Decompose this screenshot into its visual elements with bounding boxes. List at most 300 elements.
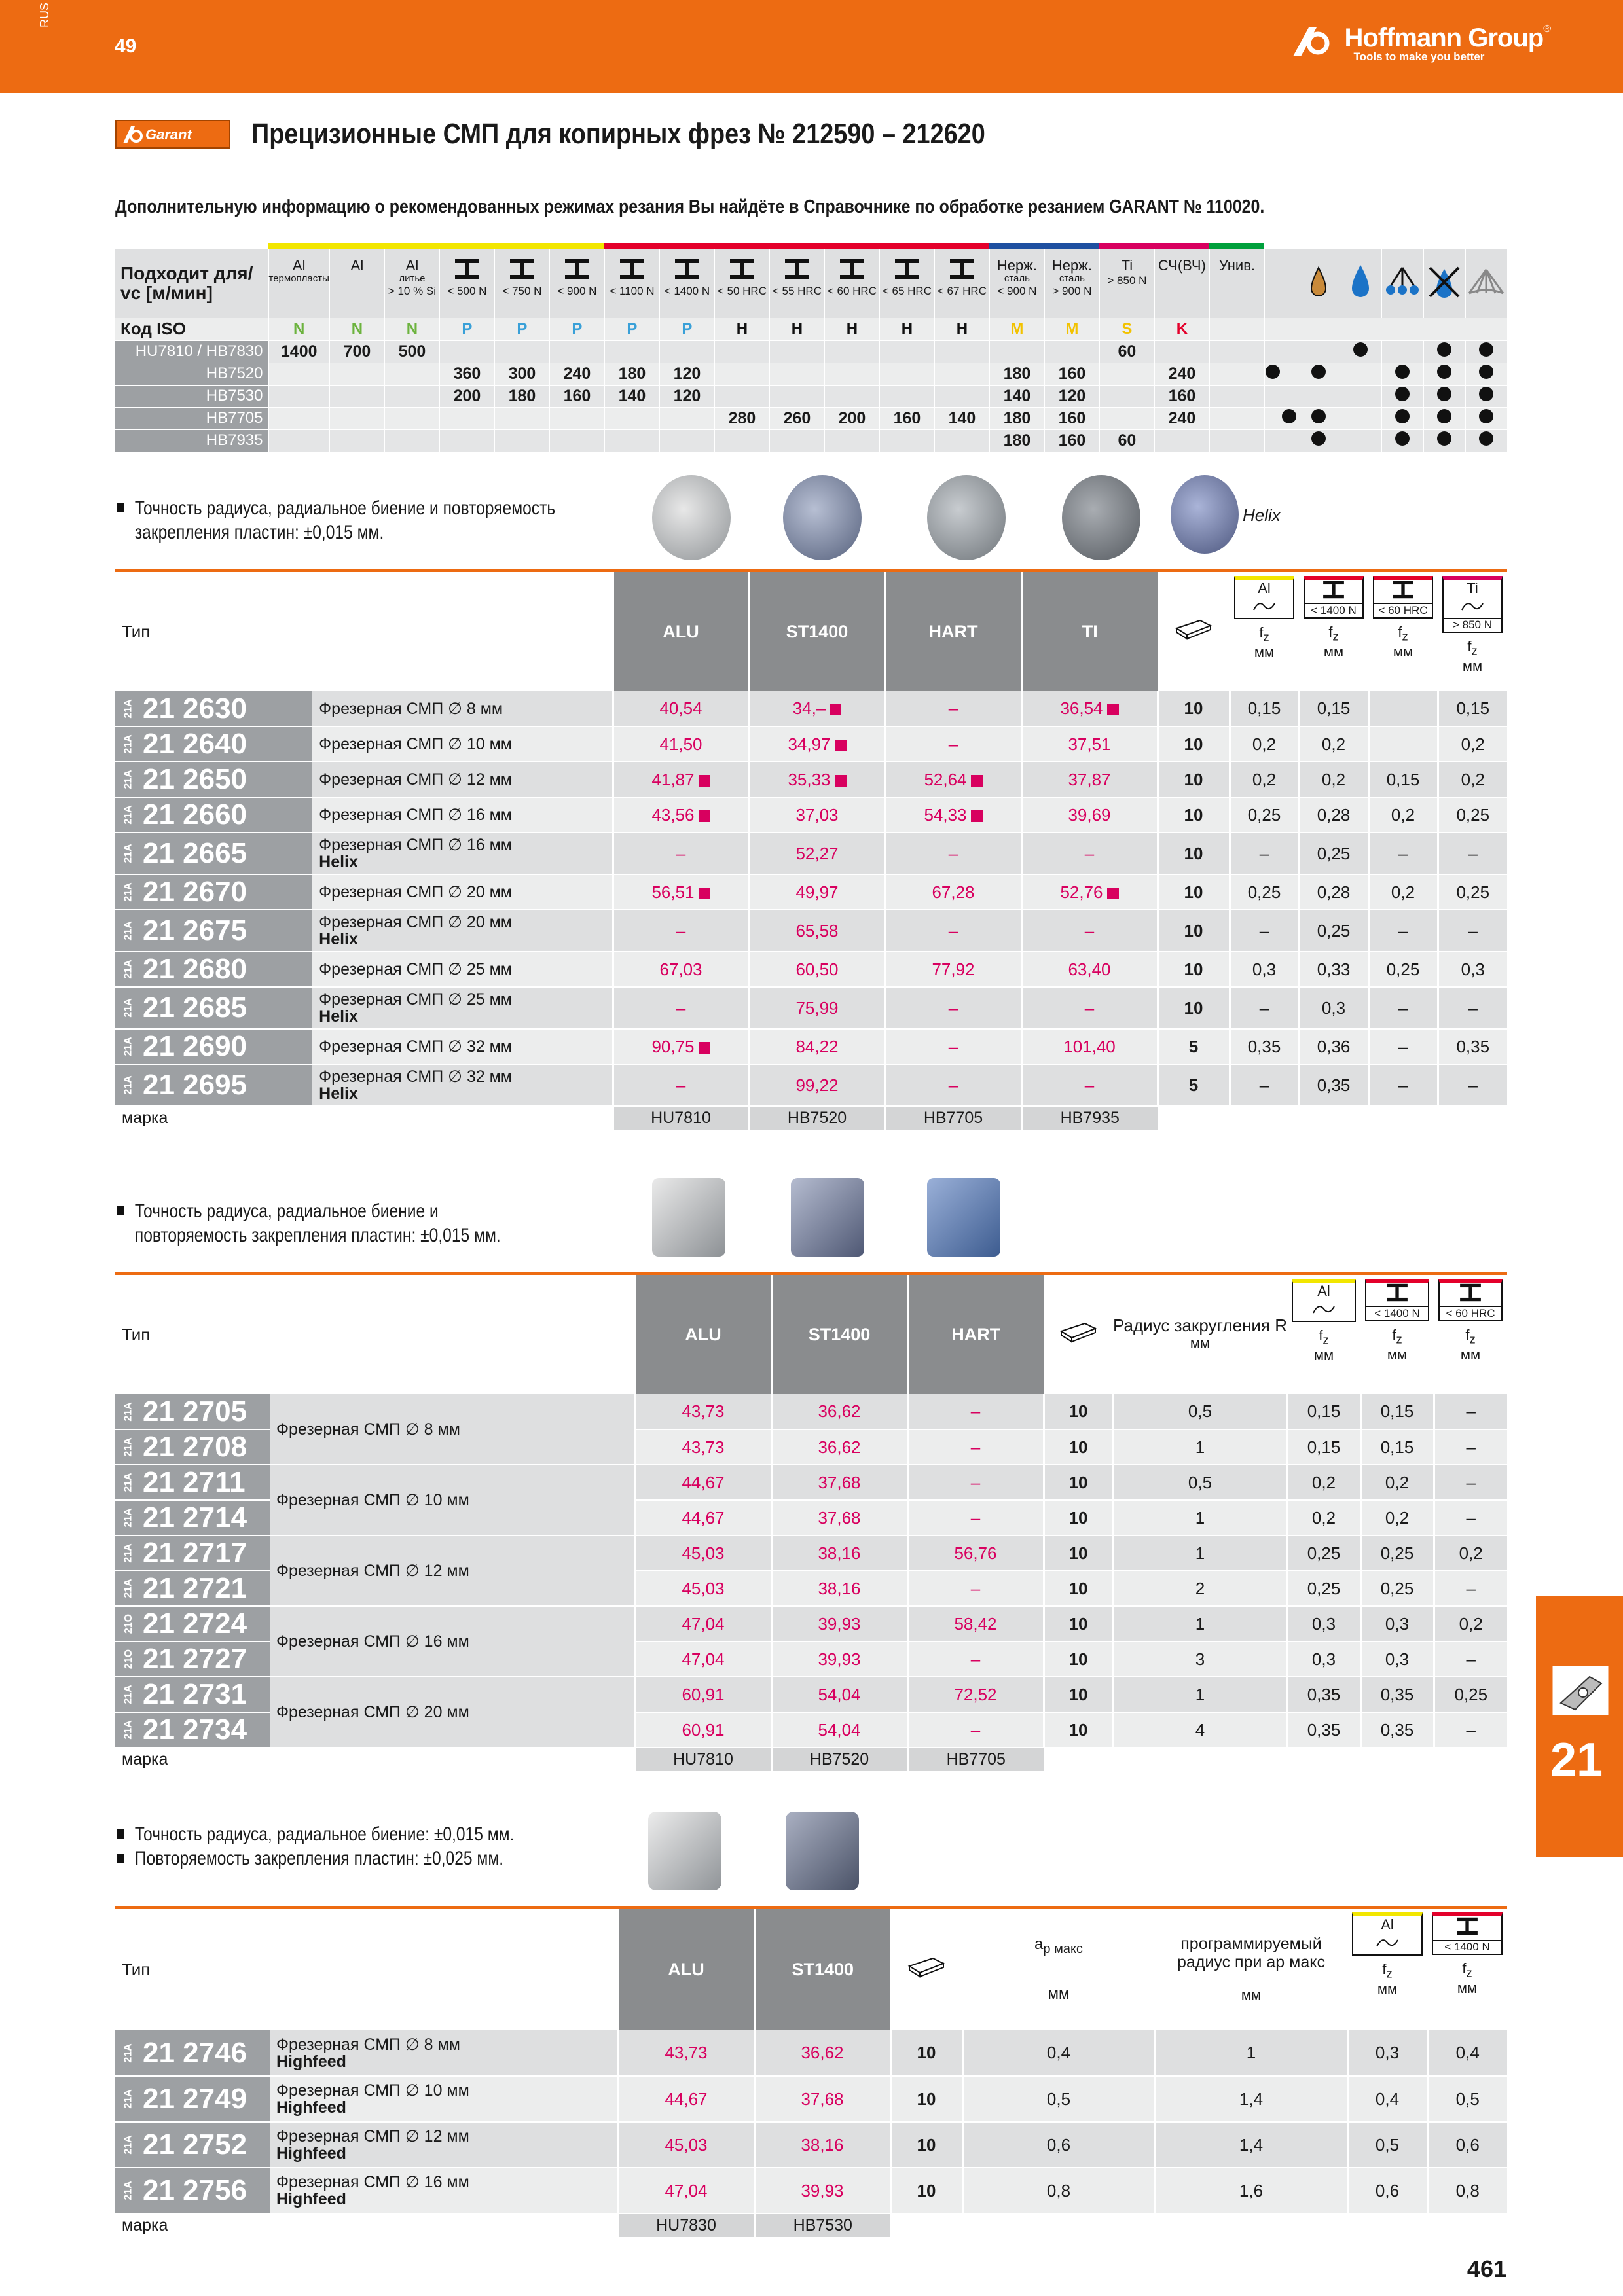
article-description: Фрезерная СМП ∅ 10 мм (270, 1465, 635, 1535)
pack-quantity: 10 (1044, 1500, 1113, 1535)
feed-value: 0,35 (1438, 1029, 1507, 1064)
pack-quantity: 10 (1044, 1606, 1113, 1641)
feed-value: 0,35 (1287, 1712, 1360, 1748)
article-number[interactable]: 21A 21 2660 (115, 797, 312, 833)
feed-value: – (1434, 1712, 1507, 1748)
table-row[interactable] (115, 952, 1507, 987)
material-color-bar (1099, 243, 1154, 249)
article-description: Фрезерная СМП ∅ 25 мм (312, 952, 613, 987)
cutting-speed (824, 385, 879, 407)
table-row[interactable] (115, 1029, 1507, 1064)
cutting-speed (268, 407, 329, 429)
feed-value: 0,35 (1287, 1677, 1360, 1712)
article-number[interactable]: 21A 21 2721 (115, 1571, 270, 1606)
material-color-bar (824, 243, 879, 249)
section3-insert-images (648, 1809, 858, 1894)
feed-value: 0,3 (1360, 1641, 1434, 1677)
cutting-speed (384, 407, 439, 429)
price-cell: – (613, 987, 749, 1029)
article-number[interactable]: 21A 21 2717 (115, 1535, 270, 1571)
suitability-dot (1311, 365, 1326, 379)
grade-name: HB7530 (115, 385, 268, 407)
material-column-header: Нерж. сталь > 900 N (1044, 249, 1099, 318)
feed-value: 0,3 (1347, 2030, 1427, 2076)
pack-quantity: 10 (1158, 833, 1230, 874)
price-cell: 38,16 (771, 1535, 907, 1571)
feed-value: 0,36 (1299, 1029, 1368, 1064)
iso-code: N (268, 318, 329, 340)
suitability-dot (1479, 342, 1493, 357)
price-cell: 58,42 (907, 1606, 1044, 1641)
feed-value: 0,6 (1427, 2122, 1507, 2168)
material-row (115, 385, 1507, 407)
milling-insert-icon (1550, 1664, 1611, 1717)
article-number[interactable]: 21A 21 2690 (115, 1029, 312, 1064)
price-cell: 35,33 (749, 762, 885, 797)
iso-code: N (329, 318, 384, 340)
coating-column-header: TI (1021, 572, 1158, 691)
table-row[interactable] (115, 910, 1507, 952)
steel-beam-icon (839, 258, 865, 280)
grade-mark-label: марка (122, 2216, 168, 2234)
price-cell: – (885, 910, 1021, 952)
cutting-speed: 140 (989, 385, 1044, 407)
price-cell: 43,56 (613, 797, 749, 833)
steel-beam-icon (564, 258, 590, 280)
table-row[interactable] (115, 726, 1507, 762)
dry-cutting-drop-icon (1309, 265, 1328, 298)
logo-registered: ® (1543, 24, 1551, 35)
material-column-header: < 67 HRC (934, 249, 989, 318)
cutting-speed (604, 429, 659, 452)
feed-value: 0,2 (1368, 797, 1438, 833)
article-number[interactable]: 21A 21 2708 (115, 1429, 270, 1465)
corner-radius: 0,5 (1113, 1394, 1287, 1429)
price-cell: 54,04 (771, 1712, 907, 1748)
suitability-dot (1311, 431, 1326, 446)
table-row[interactable] (115, 691, 1507, 726)
table-row[interactable] (115, 1535, 1507, 1571)
article-number[interactable]: 21A 21 2734 (115, 1712, 270, 1748)
iso-code: P (439, 318, 494, 340)
material-color-bar (879, 243, 934, 249)
table-row[interactable] (115, 1394, 1507, 1429)
fz-column-header: < 1400 N $f_z$ мм (1427, 1909, 1507, 2030)
feed-value: 0,35 (1299, 1064, 1368, 1106)
chapter-tab[interactable] (1536, 1596, 1623, 1857)
cutting-speed (1154, 340, 1209, 363)
article-number[interactable]: 21A 21 2675 (115, 910, 312, 952)
feed-value: 0,15 (1360, 1429, 1434, 1465)
feed-value: 0,2 (1360, 1465, 1434, 1500)
price-cell: – (885, 833, 1021, 874)
table-row[interactable] (115, 2030, 1507, 2076)
article-description: Фрезерная СМП ∅ 8 мм Highfeed (270, 2030, 618, 2076)
suitability-dot (1282, 409, 1296, 423)
fz-column-header: Al $f_z$ мм (1230, 572, 1299, 691)
table-row[interactable] (115, 1677, 1507, 1712)
programmable-radius-value: 1 (1155, 2030, 1347, 2076)
price-cell: 34,– (749, 691, 885, 726)
feed-value: 0,25 (1368, 952, 1438, 987)
price-cell: 67,03 (613, 952, 749, 987)
grade-mark: HB7705 (907, 1748, 1044, 1771)
iso-code: H (879, 318, 934, 340)
section2-notes (117, 1199, 585, 1247)
stock-marker (699, 810, 710, 822)
material-color-bar (329, 243, 384, 249)
pack-quantity: 10 (1044, 1394, 1113, 1429)
section2-insert-images (652, 1174, 1019, 1266)
header-bar (0, 0, 1623, 93)
grade-name: HB7520 (115, 363, 268, 385)
feed-value: 0,25 (1230, 797, 1299, 833)
cutting-speed: 300 (494, 363, 549, 385)
cutting-speed (1209, 385, 1264, 407)
article-number[interactable]: 21A 21 2714 (115, 1500, 270, 1535)
ap-max-value: 0,5 (962, 2076, 1155, 2122)
price-cell: 37,68 (771, 1500, 907, 1535)
price-cell: 38,16 (754, 2122, 890, 2168)
price-cell: 41,87 (613, 762, 749, 797)
feed-value: – (1230, 987, 1299, 1029)
price-cell: 99,22 (749, 1064, 885, 1106)
corner-radius: 1 (1113, 1677, 1287, 1712)
cutting-speed: 140 (604, 385, 659, 407)
price-cell: 47,04 (618, 2168, 754, 2214)
cutting-speed (384, 385, 439, 407)
grade-mark: HB7705 (885, 1106, 1021, 1130)
stock-marker (830, 704, 841, 715)
material-row (115, 407, 1507, 429)
price-cell: 84,22 (749, 1029, 885, 1064)
price-cell: – (907, 1394, 1044, 1429)
table-row[interactable] (115, 2076, 1507, 2122)
pack-quantity: 10 (1158, 797, 1230, 833)
iso-code: N (384, 318, 439, 340)
material-color-bar (1209, 243, 1264, 249)
table-row[interactable] (115, 987, 1507, 1029)
pack-quantity: 5 (1158, 1029, 1230, 1064)
cutting-speed: 360 (439, 363, 494, 385)
article-number[interactable]: 21A 21 2650 (115, 762, 312, 797)
article-description: Фрезерная СМП ∅ 16 мм (270, 1606, 635, 1677)
table-row[interactable] (115, 762, 1507, 797)
stock-marker (699, 1042, 710, 1054)
price-cell: 90,75 (613, 1029, 749, 1064)
pack-quantity-icon (907, 1956, 946, 1979)
table-row[interactable] (115, 2168, 1507, 2214)
price-cell: 39,93 (754, 2168, 890, 2214)
mist-spray-icon (1384, 266, 1421, 296)
feed-value: – (1230, 1064, 1299, 1106)
material-column-header: Ti > 850 N (1099, 249, 1154, 318)
feed-value: – (1434, 1465, 1507, 1500)
feed-value: 0,25 (1287, 1535, 1360, 1571)
suitability-dot (1395, 365, 1410, 379)
steel-beam-icon (784, 258, 810, 280)
pack-quantity-icon (1059, 1321, 1098, 1344)
cutting-speed: 160 (1154, 385, 1209, 407)
cutting-speed (714, 385, 769, 407)
price-cell: 65,58 (749, 910, 885, 952)
cutting-speed: 240 (549, 363, 604, 385)
suitability-dot (1479, 431, 1493, 446)
cutting-speed (659, 340, 714, 363)
cutting-speed (769, 363, 824, 385)
language-code: RUS (38, 2, 51, 27)
price-cell: – (907, 1712, 1044, 1748)
article-description: Фрезерная СМП ∅ 12 мм (312, 762, 613, 797)
price-cell: 47,04 (635, 1641, 771, 1677)
table-row[interactable] (115, 833, 1507, 874)
iso-code (1209, 318, 1264, 340)
cutting-speed: 180 (989, 429, 1044, 452)
feed-value: 0,33 (1299, 952, 1368, 987)
price-cell: 39,93 (771, 1641, 907, 1677)
price-cell: 63,40 (1021, 952, 1158, 987)
feed-value: 0,2 (1368, 874, 1438, 910)
feed-value: 0,2 (1230, 726, 1299, 762)
cutting-speed (1209, 363, 1264, 385)
price-cell: 36,62 (771, 1429, 907, 1465)
corner-radius: 1 (1113, 1535, 1287, 1571)
coating-column-header: ALU (613, 572, 749, 691)
feed-value: – (1230, 833, 1299, 874)
article-description: Фрезерная СМП ∅ 8 мм (270, 1394, 635, 1465)
cutting-speed (714, 429, 769, 452)
material-row (115, 429, 1507, 452)
cutting-speed: 160 (879, 407, 934, 429)
section1-note-line2: закрепления пластин: ±0,015 мм. (134, 522, 384, 543)
section2-table (115, 1272, 1507, 1768)
insert-image-st1400-3 (786, 1812, 859, 1890)
cutting-speed (934, 429, 989, 452)
iso-code: M (989, 318, 1044, 340)
price-cell: – (885, 1029, 1021, 1064)
steel-beam-icon (729, 258, 755, 280)
iso-code: H (714, 318, 769, 340)
cutting-speed: 180 (989, 407, 1044, 429)
material-color-bar (659, 243, 714, 249)
price-cell: – (885, 987, 1021, 1029)
grade-name: HU7810 / HB7830 (115, 340, 268, 363)
cutting-speed (934, 385, 989, 407)
stock-marker (699, 775, 710, 787)
fz-column-header: Al $f_z$ мм (1287, 1275, 1360, 1394)
article-description: Фрезерная СМП ∅ 10 мм Highfeed (270, 2076, 618, 2122)
insert-image-hart (927, 475, 1006, 560)
steel-beam-icon (894, 258, 920, 280)
cutting-speed: 120 (659, 385, 714, 407)
ap-max-header: $a_{p макс}$ мм (1034, 1935, 1083, 2003)
insert-image-helix (1171, 475, 1239, 554)
cutting-speed (494, 340, 549, 363)
cutting-speed (934, 340, 989, 363)
page-number-right: 461 (1467, 2255, 1506, 2282)
fz-column-header: Al $f_z$ мм (1347, 1909, 1427, 2030)
article-number[interactable]: 21A 21 2705 (115, 1394, 270, 1429)
cutting-speed (659, 407, 714, 429)
price-cell: 43,73 (635, 1429, 771, 1465)
price-cell: 47,04 (635, 1606, 771, 1641)
material-column-header: < 55 HRC (769, 249, 824, 318)
article-description: Фрезерная СМП ∅ 32 мм (312, 1029, 613, 1064)
feed-value: 0,4 (1427, 2030, 1507, 2076)
cutting-speed (714, 363, 769, 385)
price-cell: 45,03 (618, 2122, 754, 2168)
corner-radius: 4 (1113, 1712, 1287, 1748)
table-row[interactable] (115, 1606, 1507, 1641)
feed-value: 0,2 (1287, 1500, 1360, 1535)
feed-value: – (1368, 1029, 1438, 1064)
cutting-speed (329, 385, 384, 407)
feed-value: 0,25 (1230, 874, 1299, 910)
feed-value: 0,25 (1438, 797, 1507, 833)
pack-quantity: 10 (1158, 987, 1230, 1029)
suitability-dot (1437, 431, 1451, 446)
iso-code: M (1044, 318, 1099, 340)
steel-beam-icon (1457, 1283, 1484, 1302)
feed-value: 0,15 (1230, 691, 1299, 726)
price-cell: – (907, 1571, 1044, 1606)
article-number[interactable]: 21O 21 2727 (115, 1641, 270, 1677)
article-number[interactable]: 21A 21 2749 (115, 2076, 270, 2122)
cutting-speed: 160 (549, 385, 604, 407)
cutting-speed (329, 429, 384, 452)
price-cell: – (613, 833, 749, 874)
material-column-header: < 1100 N (604, 249, 659, 318)
stock-marker (971, 810, 983, 822)
cutting-speed: 1400 (268, 340, 329, 363)
table-row[interactable] (115, 1064, 1507, 1106)
radius-header: Радиус закругления R мм (1113, 1316, 1287, 1352)
no-coolant-icon (1426, 264, 1463, 299)
cutting-speed (659, 429, 714, 452)
article-number[interactable]: 21A 21 2731 (115, 1677, 270, 1712)
article-number[interactable]: 21O 21 2724 (115, 1606, 270, 1641)
programmable-radius-value: 1,6 (1155, 2168, 1347, 2214)
cutting-speed (1209, 340, 1264, 363)
cutting-speed: 120 (1044, 385, 1099, 407)
material-color-bar (714, 243, 769, 249)
cutting-speed: 180 (989, 363, 1044, 385)
fz-column-header: < 1400 N $f_z$ мм (1299, 572, 1368, 691)
article-description: Фрезерная СМП ∅ 20 мм (270, 1677, 635, 1748)
iso-code: H (769, 318, 824, 340)
pack-quantity: 10 (890, 2030, 962, 2076)
steel-beam-icon (509, 258, 535, 280)
table-row[interactable] (115, 2122, 1507, 2168)
grade-mark: HU7810 (635, 1748, 771, 1771)
price-cell: 44,67 (618, 2076, 754, 2122)
cutting-speed: 120 (659, 363, 714, 385)
steel-beam-icon (1384, 1283, 1410, 1302)
article-number[interactable]: 21A 21 2665 (115, 833, 312, 874)
hoffmann-logo (1293, 24, 1551, 63)
table-row[interactable] (115, 874, 1507, 910)
cutting-speed: 500 (384, 340, 439, 363)
article-number[interactable]: 21A 21 2711 (115, 1465, 270, 1500)
article-number[interactable]: 21A 21 2685 (115, 987, 312, 1029)
pack-quantity-icon (1174, 618, 1213, 641)
pack-quantity: 10 (1044, 1712, 1113, 1748)
cutting-speed (384, 429, 439, 452)
material-color-bar (604, 243, 659, 249)
pack-quantity: 10 (1044, 1429, 1113, 1465)
hoffmann-logo-icon (1286, 25, 1339, 58)
stock-marker (699, 888, 710, 899)
iso-code: P (494, 318, 549, 340)
feed-value: 0,2 (1230, 762, 1299, 797)
material-column-header: < 60 HRC (824, 249, 879, 318)
price-cell: – (613, 910, 749, 952)
corner-radius: 1 (1113, 1429, 1287, 1465)
iso-code: P (549, 318, 604, 340)
type-label: Тип (122, 1959, 151, 1979)
cutting-speed (549, 407, 604, 429)
price-cell: 37,51 (1021, 726, 1158, 762)
coating-column-header: HART (885, 572, 1021, 691)
feed-value: – (1434, 1641, 1507, 1677)
coating-column-header: ALU (618, 1909, 754, 2030)
cutting-speed (769, 340, 824, 363)
material-color-bar (1154, 243, 1209, 249)
article-number[interactable]: 21A 21 2640 (115, 726, 312, 762)
table-row[interactable] (115, 1465, 1507, 1500)
cutting-speed (268, 385, 329, 407)
article-number[interactable]: 21A 21 2680 (115, 952, 312, 987)
table-row[interactable] (115, 797, 1507, 833)
feed-value: – (1434, 1429, 1507, 1465)
article-number[interactable]: 21A 21 2670 (115, 874, 312, 910)
suitability-dot (1479, 409, 1493, 423)
coating-column-header: HART (907, 1275, 1044, 1394)
price-cell: 101,40 (1021, 1029, 1158, 1064)
type-label: Тип (122, 621, 151, 641)
feed-value: – (1434, 1500, 1507, 1535)
cutting-speed (879, 363, 934, 385)
article-number[interactable]: 21A 21 2756 (115, 2168, 270, 2214)
type-label: Тип (122, 1324, 151, 1344)
cutting-speed (769, 385, 824, 407)
iso-code: H (824, 318, 879, 340)
material-header-label: Подходит для/ vc [м/мин] (120, 263, 253, 303)
article-description: Фрезерная СМП ∅ 16 мм Highfeed (270, 2168, 618, 2214)
material-column-header: < 900 N (549, 249, 604, 318)
air-blow-icon (1467, 267, 1506, 296)
article-number[interactable]: 21A 21 2630 (115, 691, 312, 726)
corner-radius: 3 (1113, 1641, 1287, 1677)
feed-value: 0,25 (1434, 1677, 1507, 1712)
price-cell: – (907, 1500, 1044, 1535)
price-cell: – (907, 1641, 1044, 1677)
feed-value: 0,3 (1287, 1606, 1360, 1641)
steel-beam-icon (1454, 1916, 1480, 1936)
cutting-speed (549, 340, 604, 363)
article-number[interactable]: 21A 21 2746 (115, 2030, 270, 2076)
steel-beam-icon (619, 258, 645, 280)
cutting-speed (1209, 407, 1264, 429)
feed-value: 0,6 (1347, 2168, 1427, 2214)
price-cell: 34,97 (749, 726, 885, 762)
cutting-speed (329, 363, 384, 385)
material-column-header: < 50 HRC (714, 249, 769, 318)
article-number[interactable]: 21A 21 2695 (115, 1064, 312, 1106)
article-number[interactable]: 21A 21 2752 (115, 2122, 270, 2168)
cutting-speed (329, 407, 384, 429)
material-row (115, 340, 1507, 363)
